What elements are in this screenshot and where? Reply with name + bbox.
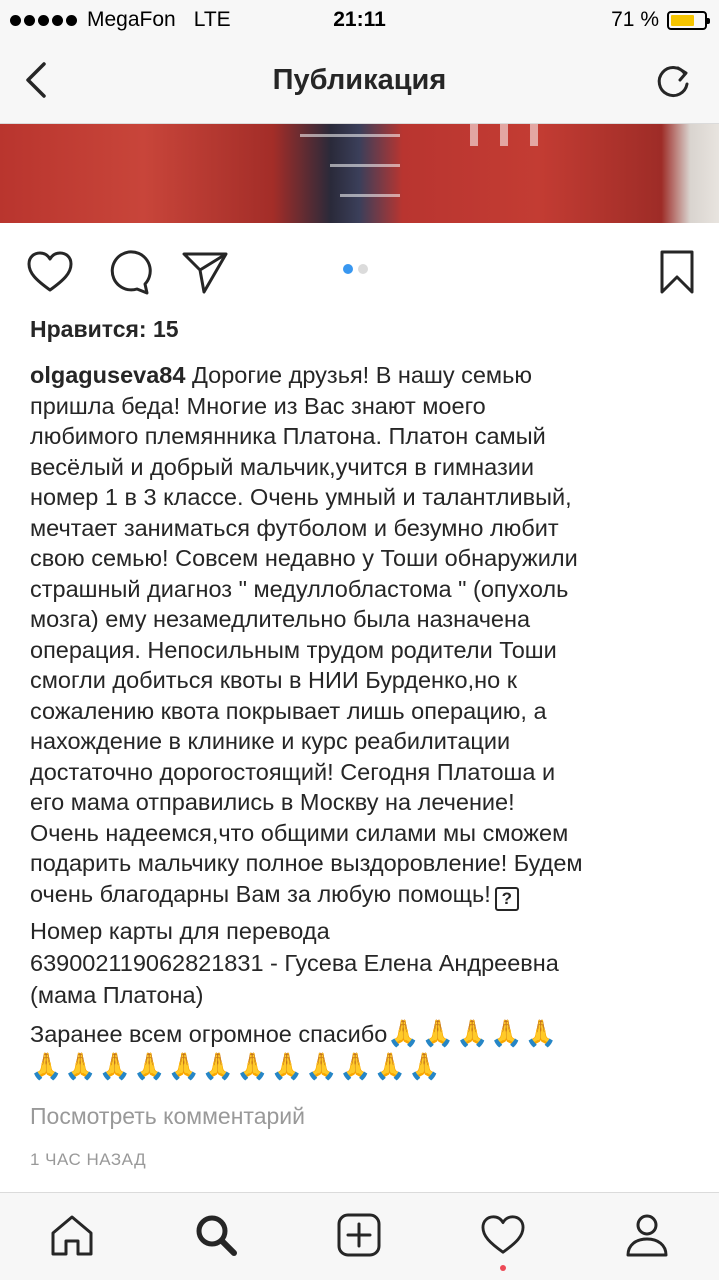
send-icon[interactable] [180, 247, 230, 297]
unknown-glyph-icon: ? [495, 887, 519, 911]
battery-icon [667, 11, 707, 30]
caption-text: очень благодарны Вам за любую помощь! [30, 880, 491, 907]
caption-line: любимого племянника Платона. Платон самый [30, 423, 546, 449]
caption-line: Очень надеемся,что общими силами мы сможем [30, 819, 569, 846]
comment-icon[interactable] [103, 247, 153, 297]
card-owner: (мама Платона) [30, 981, 204, 1008]
caption-line: страшный диагноз " медуллобластома " (опухоль [30, 575, 569, 602]
post-username[interactable]: olgaguseva84 [30, 362, 186, 388]
carrier-name: MegaFon [87, 8, 176, 31]
carousel-dot [343, 264, 353, 274]
heart-icon[interactable] [479, 1211, 527, 1259]
caption-line: операция. Непосильным трудом родители Тоши [30, 636, 557, 663]
home-icon[interactable] [48, 1211, 96, 1259]
pray-emoji-icon: 🙏🙏🙏🙏🙏 [387, 1017, 560, 1048]
post-actions [0, 223, 719, 313]
caption-line [30, 879, 700, 911]
refresh-icon[interactable] [653, 62, 693, 102]
network-type: LTE [193, 8, 231, 31]
search-icon[interactable] [192, 1211, 240, 1259]
caption-line [30, 360, 700, 391]
card-number-line: 63900211906282183​1 - Гусева Елена Андреевна [30, 949, 559, 976]
status-time: 21:11 [333, 8, 386, 31]
photo-detail [330, 164, 400, 167]
thanks-text: Заранее всем огромное спасибо [30, 1020, 388, 1047]
pray-emoji-row [30, 1050, 700, 1083]
page-title: Публикация [272, 64, 447, 96]
caption-line: достаточно дорогостоящий! Сегодня Платоша и [30, 758, 556, 785]
carousel-dot [358, 264, 368, 274]
caption-line: его мама отправились в Москву на лечение! [30, 789, 515, 815]
pray-emoji-icon: 🙏🙏🙏🙏🙏🙏🙏🙏🙏🙏🙏🙏 [30, 1050, 443, 1081]
plus-square-icon[interactable] [335, 1211, 383, 1259]
caption-line: весёлый и добрый мальчик,учится в гимназии [30, 453, 534, 480]
post-photo[interactable] [0, 124, 719, 223]
caption-line: подарить мальчику полное выздоровление! Будем [30, 850, 583, 876]
caption-line: пришла беда! Многие из Вас знают моего [30, 392, 486, 419]
caption-line: мозга) ему незамедлительно была назначена [30, 606, 531, 632]
likes-count[interactable]: Нравится: 15 [30, 316, 179, 342]
view-comments-link[interactable]: Посмотреть комментарий [30, 1103, 305, 1129]
card-label: Номер карты для перевода [30, 917, 330, 944]
post-caption [30, 360, 700, 1083]
nav-bar [0, 40, 719, 124]
carousel-indicator [343, 264, 368, 274]
photo-detail [470, 124, 478, 146]
photo-detail [500, 124, 508, 146]
battery-percent: 71 % [611, 8, 659, 31]
thanks-line [30, 1017, 700, 1050]
bookmark-icon[interactable] [652, 247, 702, 297]
heart-icon[interactable] [25, 247, 75, 297]
caption-line: смогли добиться квоты в НИИ Бурденко,но к [30, 667, 517, 693]
photo-detail [340, 194, 400, 197]
photo-detail [300, 134, 400, 137]
caption-line: номер 1 в 3 классе. Очень умный и талантливый, [30, 484, 572, 510]
tab-bar [0, 1192, 719, 1280]
notification-dot [500, 1265, 506, 1271]
photo-detail [530, 124, 538, 146]
profile-icon[interactable] [623, 1211, 671, 1259]
caption-line: сожалению квота покрывает лишь операцию, а [30, 697, 547, 724]
status-right [611, 8, 707, 32]
status-bar [0, 0, 719, 40]
caption-text: Дорогие друзья! В нашу семью [185, 362, 532, 388]
caption-line: нахождение в клинике и курс реабилитации [30, 728, 511, 754]
post-timestamp: 1 ЧАС НАЗАД [30, 1150, 147, 1169]
caption-line: мечтает заниматься футболом и безумно любит [30, 514, 559, 541]
caption-line: свою семью! Совсем недавно у Тоши обнаружили [30, 545, 578, 571]
